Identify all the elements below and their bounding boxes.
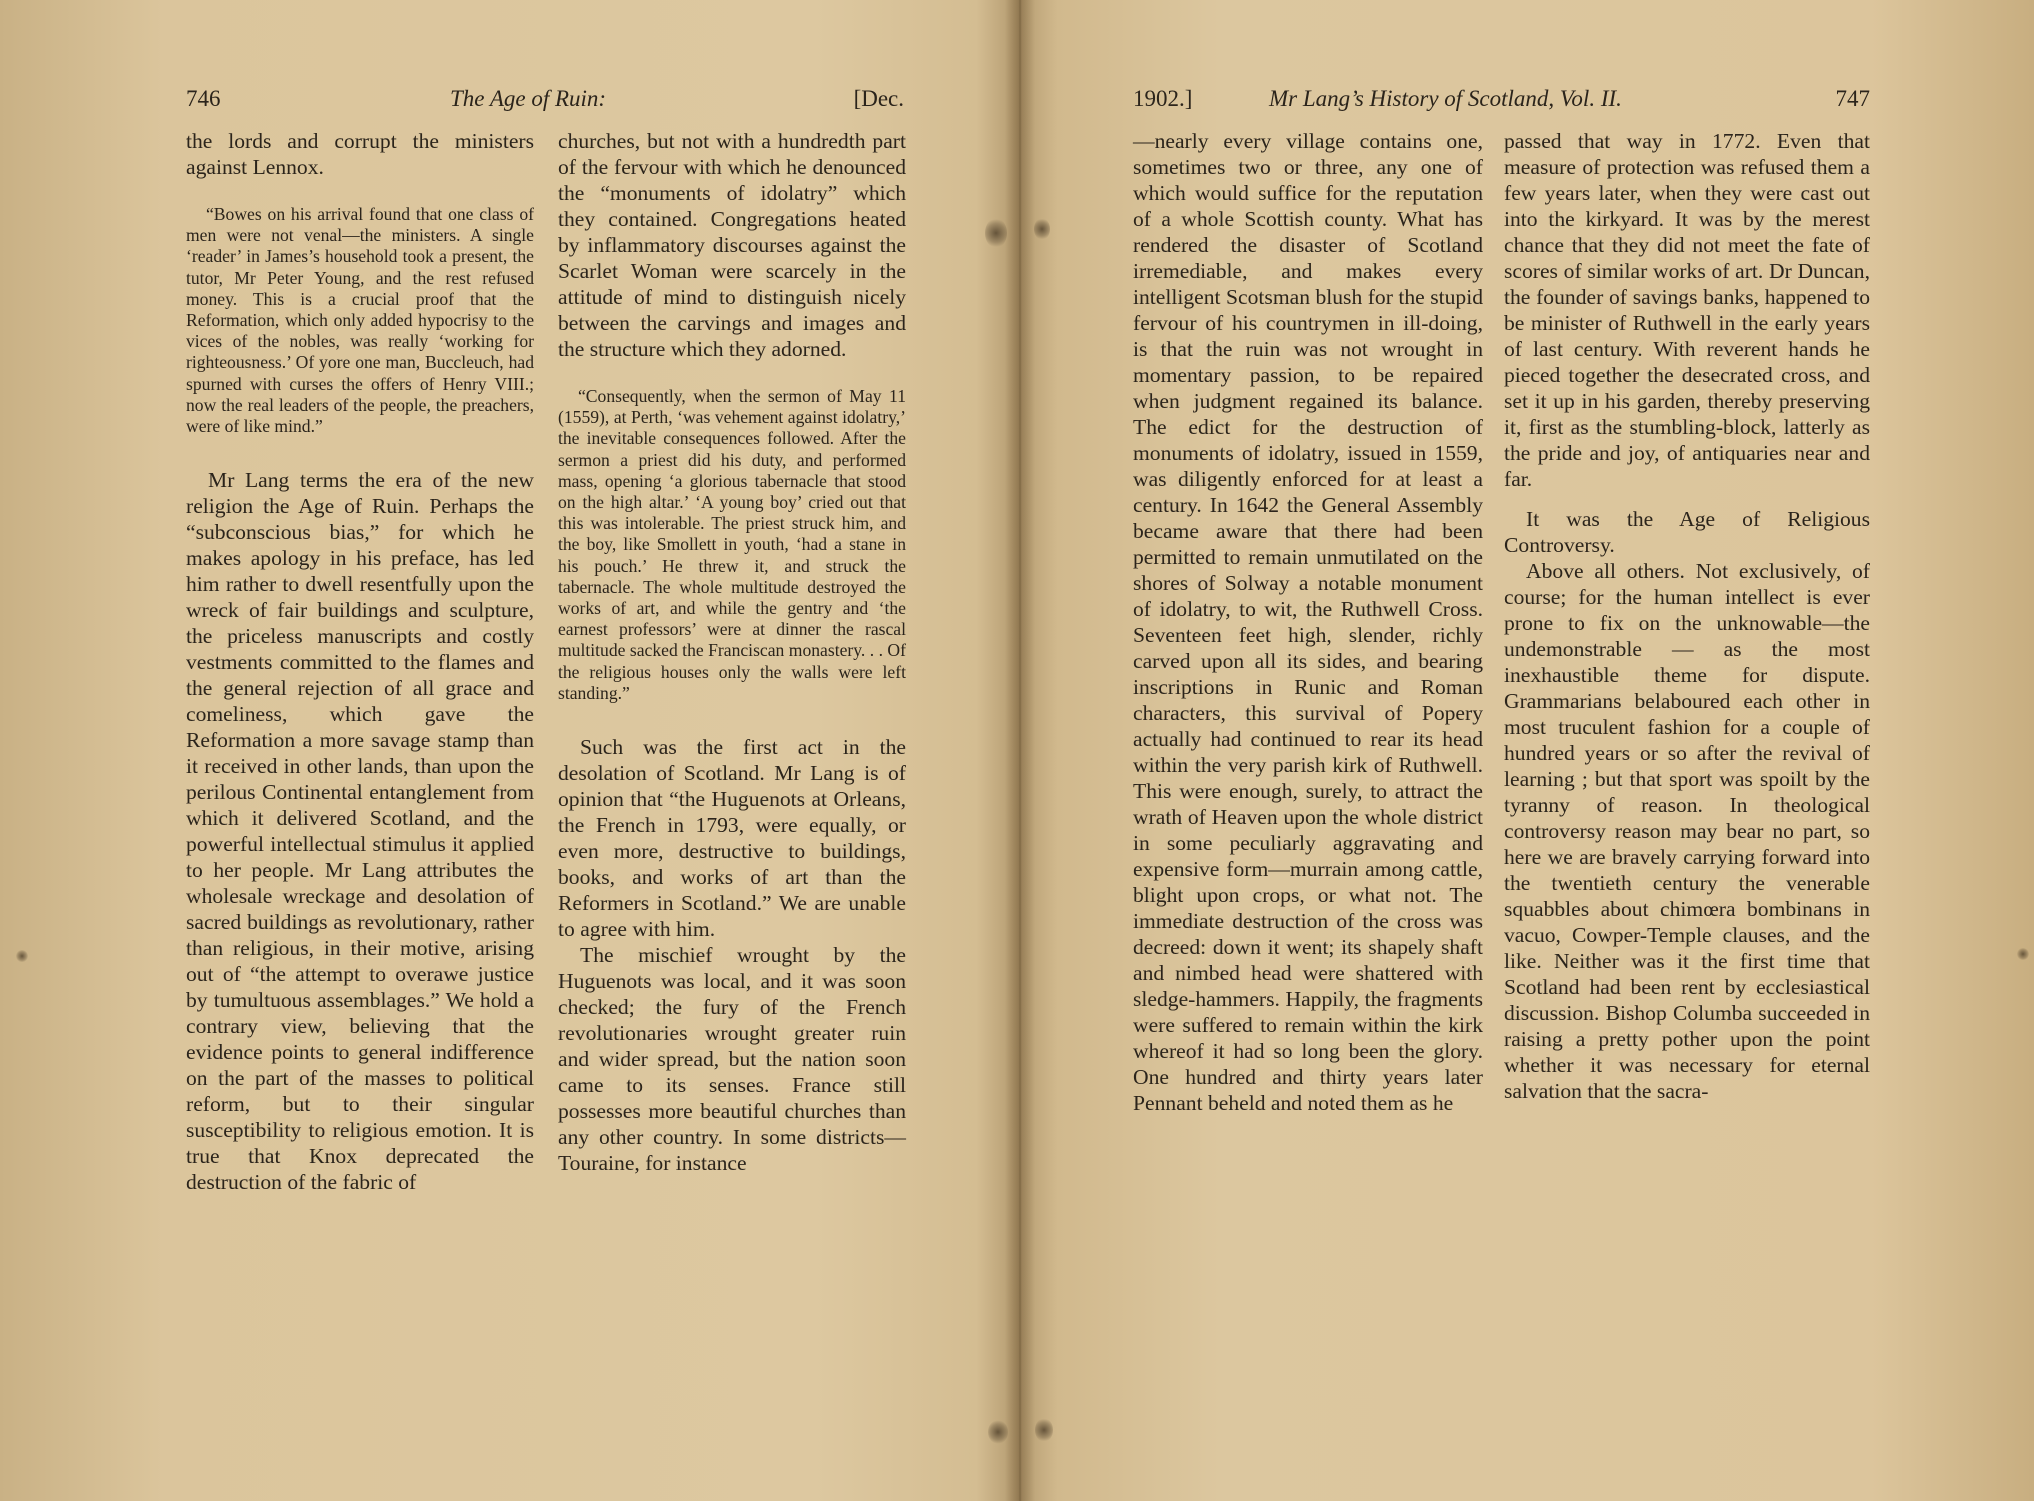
block-quote: “Consequently, when the sermon of May 11 (1559), at Perth, ‘was vehement against idolatry,’ the inevitable consequences followed. After the sermon a priest did his duty, and performed mass, opening ‘a glorious tabernacle that stood on the high altar.’ ‘A young boy’ cried out that this was intolerable. The priest struck him, and the boy, like Smollett in youth, ‘had a stane in his pouch.’ He threw it, and struck the tabernacle. The whole multitude destroyed the works of art, and while the gentry and ‘the earnest professors’ were at dinner the rascal multitude sacked the Franciscan monastery. . . Of the religious houses only the walls were left standing.” (558, 386, 906, 703)
paragraph: Such was the first act in the desolation of Scotland. Mr Lang is of opinion that “the Huguenots at Orleans, the French in 1793, were equally, or even more, destructive to buildings, books, and works of art than the Reformers in Scotland.” We are unable to agree with him. (558, 735, 906, 942)
right-header-date: 1902.] (1133, 86, 1193, 111)
paragraph: churches, but not with a hundredth part of the fervour with which he denounced the “monuments of idolatry” which they contained. Congregations heated by inflammatory discourses against the Scarlet Woman were scarcely in the attitude of mind to distinguish nicely between the carvings and images and the structure which they adorned. (558, 129, 906, 361)
margin-smudge (985, 218, 1007, 248)
right-column-2 (1504, 128, 1870, 1104)
margin-smudge (1035, 1418, 1053, 1442)
left-page-header (186, 82, 904, 118)
paragraph: passed that way in 1772. Even that measure of protection was refused them a few years later, when they were cast out into the kirkyard. It was by the merest chance that they did not meet the fate of scores of similar works of art. Dr Duncan, the founder of savings banks, happened to be minister of Ruthwell in the early years of last century. With reverent hands he pieced together the desecrated cross, and set it up in his garden, thereby preserving it, first as the stumbling-block, latterly as the pride and joy, of antiquaries near and far. (1504, 129, 1870, 491)
right-page-header (1133, 82, 1870, 118)
margin-smudge (16, 950, 28, 962)
paragraph: —nearly every village contains one, sometimes two or three, any one of which would suffice for the reputation of a whole Scottish county. What has rendered the disaster of Scotland irremediable, and makes every intelligent Scotsman blush for the stupid fervour of his countrymen in ill-doing, is that the ruin was not wrought in momentary passion, to be repaired when judgment regained its balance. The edict for the destruction of monuments of idolatry, issued in 1559, was diligently enforced for at least a century. In 1642 the General Assembly became aware that there had been permitted to remain unmutilated on the shores of Solway a notable monument of idolatry, to wit, the Ruthwell Cross. Seventeen feet high, slender, richly carved upon all its sides, and bearing inscriptions in Runic and Roman characters, this survival of Popery actually had continued to rear its head within the very parish kirk of Ruthwell. This were enough, surely, to attract the wrath of Heaven upon the whole district in some peculiarly aggravating and expensive form—murrain among cattle, blight upon crops, or what not. The immediate destruction of the cross was decreed: down it went; its shapely shaft and nimbed head were shattered with sledge-hammers. Happily, the fragments were suffered to remain within the kirk whereof it had so long been the glory. One hundred and thirty years later Pennant beheld and noted them as he (1133, 129, 1483, 1115)
paragraph: the lords and corrupt the ministers against Lennox. (186, 129, 534, 179)
left-column-1 (186, 128, 534, 1195)
right-running-title: Mr Lang’s History of Scotland, Vol. II. (1269, 86, 1622, 111)
left-column-2 (558, 128, 906, 1176)
block-quote: “Bowes on his arrival found that one class of men were not venal—the ministers. A single ‘reader’ in James’s household took a present, the tutor, Mr Peter Young, and the rest refused money. This is a crucial proof that the Reformation, which only added hypocrisy to the vices of the nobles, was really ‘working for righteousness.’ Of yore one man, Buccleuch, had spurned with curses the offers of Henry VIII.; now the real leaders of the people, the preachers, were of like mind.” (186, 204, 534, 437)
right-page-number: 747 (1835, 86, 1870, 111)
paragraph: Mr Lang terms the era of the new religion the Age of Ruin. Perhaps the “subconscious bias,” for which he makes apology in his preface, has led him rather to dwell resentfully upon the wreck of fair buildings and sculpture, the priceless manuscripts and costly vestments committed to the flames and the general rejection of all grace and comeliness, which gave the Reformation a more savage stamp than it received in other lands, than upon the perilous Continental entanglement from which it delivered Scotland, and the powerful intellectual stimulus it applied to her people. Mr Lang attributes the wholesale wreckage and desolation of sacred buildings as revolutionary, rather than religious, in their motive, arising out of “the attempt to overawe justice by tumultuous assemblages.” We hold a contrary view, believing that the evidence points to general indifference on the part of the masses to political reform, but to their singular susceptibility to religious emotion. It is true that Knox deprecated the destruction of the fabric of (186, 468, 534, 1195)
right-column-1 (1133, 128, 1483, 1116)
paragraph: Above all others. Not exclusively, of course; for the human intellect is ever prone to fix on the unknowable—the undemonstrable — as the most inexhaustible theme for dispute. Grammarians belaboured each other in most truculent fashion for a couple of hundred years or so after the revival of learning ; but that sport was spoilt by the tyranny of reason. In theological controversy reason may bear no part, so here we are bravely carrying forward into the twentieth century the venerable squabbles about chimœra bombinans in vacuo, Cowper-Temple clauses, and the like. Neither was it the first time that Scotland had been rent by ecclesiastical discussion. Bishop Columba succeeded in raising a pretty pother upon the point whether it was necessary for eternal salvation that the sacra- (1504, 559, 1870, 1103)
margin-smudge (988, 1420, 1008, 1444)
margin-smudge (2017, 948, 2029, 960)
right-page (1017, 0, 2034, 1501)
left-page-number: 746 (186, 86, 221, 111)
paragraph: The mischief wrought by the Huguenots was local, and it was soon checked; the fury of the French revolutionaries wrought greater ruin and wider spread, but the nation soon came to its senses. France still possesses more beautiful churches than any other country. In some districts—Touraine, for instance (558, 943, 906, 1176)
left-running-title: The Age of Ruin: (450, 86, 607, 111)
paragraph: It was the Age of Religious Controversy. (1504, 507, 1870, 557)
left-header-date: [Dec. (853, 86, 904, 111)
margin-smudge (1034, 218, 1050, 240)
